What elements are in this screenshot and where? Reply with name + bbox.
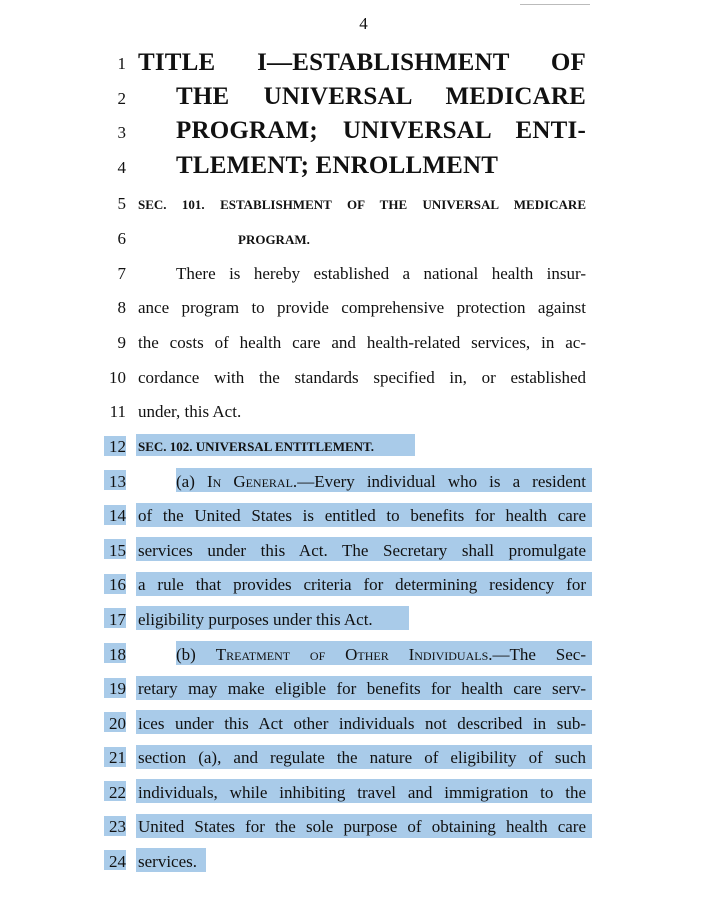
para-line: ance program to provide comprehensive protection against [138,298,586,317]
line-number-18: 18 [109,645,126,664]
subsection-b-text: —The Sec- [492,645,586,664]
line-number-22: 22 [109,783,126,802]
para-line: section (a), and regulate the nature of eligibility of such [138,748,586,767]
line-number-12: 12 [109,437,126,456]
line-number-4: 4 [117,158,126,177]
title-line-1: TITLE I—ESTABLISHMENT OF [138,49,586,76]
line-number-9: 9 [117,333,126,352]
para-line: United States for the sole purpose of obtaining health care [138,817,586,836]
line-number-1: 1 [117,54,126,73]
para-line: under, this Act. [138,402,242,421]
line-number-2: 2 [117,89,126,108]
line-number-14: 14 [109,506,126,525]
subsection-b-heading: Treatment of Other Individuals. [215,645,493,664]
line-number-15: 15 [109,541,126,560]
sec-101-heading: SEC. 101. ESTABLISHMENT OF THE UNIVERSAL MEDICARE [138,197,586,212]
line-number-23: 23 [109,817,126,836]
subsection-a-prefix: (a) [176,472,207,491]
para-line: eligibility purposes under this Act. [138,610,373,629]
title-line-4: TLEMENT; ENROLLMENT [176,152,499,179]
title-line-3: PROGRAM; UNIVERSAL ENTI- [176,117,586,144]
para-line: the costs of health care and health-related services, in ac- [138,333,586,352]
page-number: 4 [359,14,368,33]
subsection-a-heading: In General. [206,472,298,491]
line-number-17: 17 [109,610,126,629]
line-number-5: 5 [117,194,126,213]
line-number-10: 10 [109,368,126,387]
subsection-b-prefix: (b) [176,645,216,664]
line-number-19: 19 [109,679,126,698]
line-number-11: 11 [109,402,126,421]
para-line: individuals, while inhibiting travel and immigration to the [138,783,586,802]
line-number-24: 24 [109,852,126,871]
para-line: of the United States is entitled to benefits for health care [138,506,586,525]
para-line: retary may make eligible for benefits for health care serv- [138,679,586,698]
line-number-3: 3 [117,123,126,142]
line-number-20: 20 [109,714,126,733]
line-number-6: 6 [117,229,126,248]
para-line: services. [138,852,198,871]
para-line: There is hereby established a national health insur- [176,264,586,283]
line-number-16: 16 [109,575,126,594]
line-number-21: 21 [109,748,126,767]
line-number-7: 7 [117,264,126,283]
sec-101-heading-cont: PROGRAM. [238,232,310,247]
para-line: ices under this Act other individuals not described in sub- [138,714,586,733]
para-line: cordance with the standards specified in, or established [138,368,586,387]
top-edge-artifact [520,0,590,5]
subsection-a-text: —Every individual who is a resident [297,472,586,491]
line-number-8: 8 [117,298,126,317]
para-line: a rule that provides criteria for determining residency for [138,575,586,594]
subsection-b-first-line [176,646,586,663]
subsection-a-first-line [176,473,586,490]
line-number-13: 13 [109,472,126,491]
sec-102-heading: SEC. 102. UNIVERSAL ENTITLEMENT. [138,439,374,454]
title-line-2: THE UNIVERSAL MEDICARE [176,83,586,110]
para-line: services under this Act. The Secretary shall promulgate [138,541,586,560]
